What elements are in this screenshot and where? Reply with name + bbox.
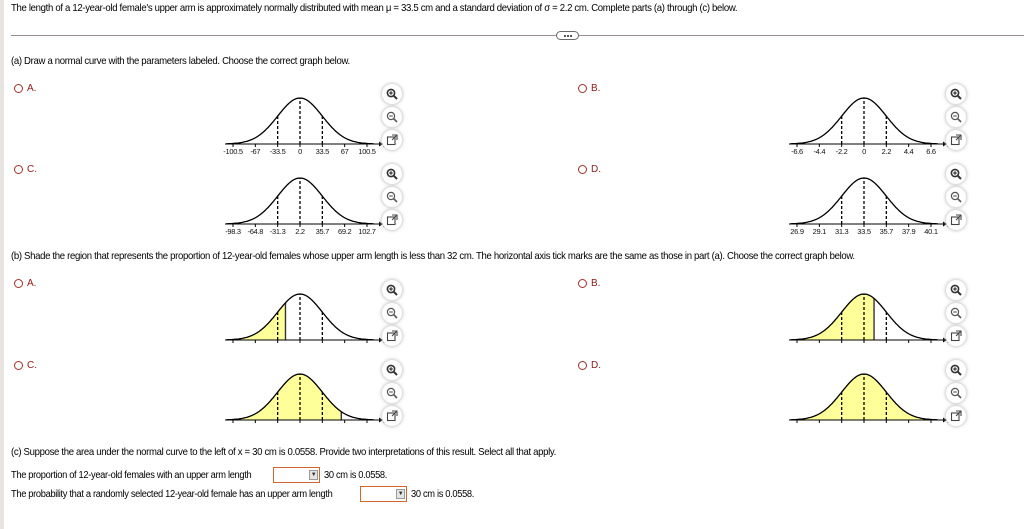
zoom-out-button[interactable] xyxy=(946,303,966,323)
part-b-option-a[interactable] xyxy=(14,278,36,289)
zoom-in-button[interactable] xyxy=(382,360,402,380)
popout-icon xyxy=(386,134,398,146)
tick-label: -100.5 xyxy=(223,147,243,156)
part-b-option-c[interactable] xyxy=(14,360,37,371)
radio-button[interactable] xyxy=(578,165,587,174)
zoom-out-button[interactable] xyxy=(946,383,966,403)
popout-icon xyxy=(386,410,398,422)
radio-button[interactable] xyxy=(578,84,587,93)
option-label: B. xyxy=(591,83,601,94)
tick-label: 31.3 xyxy=(834,227,849,236)
option-label: D. xyxy=(591,164,601,175)
tick-label: 69.2 xyxy=(337,227,352,236)
normal-curve-graph xyxy=(225,172,400,234)
normal-curve-graph xyxy=(225,368,400,430)
dropdown-arrow-icon: ▼ xyxy=(310,472,317,478)
tick-label: 29.1 xyxy=(812,227,827,236)
interpretation-2-suffix: 30 cm is 0.0558. xyxy=(411,488,475,500)
interpretation-1-prefix: The proportion of 12-year-old females with an upper arm length xyxy=(11,469,252,481)
zoom-in-button[interactable] xyxy=(946,164,966,184)
zoom-out-button[interactable] xyxy=(382,107,402,127)
popout-icon xyxy=(950,330,962,342)
interpretation-1-dropdown[interactable] xyxy=(273,467,320,483)
tick-label: 26.9 xyxy=(790,227,804,236)
zoom-in-icon xyxy=(950,88,962,100)
option-label: D. xyxy=(591,360,601,371)
tick-label: -64.8 xyxy=(247,227,264,236)
zoom-in-icon xyxy=(950,168,962,180)
part-b-option-d[interactable] xyxy=(578,360,601,371)
part-a-option-b[interactable] xyxy=(578,83,600,94)
zoom-out-icon xyxy=(950,387,962,399)
part-b-option-b[interactable] xyxy=(578,278,600,289)
zoom-in-icon xyxy=(950,284,962,296)
popout-button[interactable] xyxy=(946,406,966,426)
zoom-in-icon xyxy=(386,364,398,376)
popout-button[interactable] xyxy=(382,210,402,230)
tick-label: -2.2 xyxy=(835,147,848,156)
part-a-option-c[interactable] xyxy=(14,164,37,175)
normal-curve-graph xyxy=(225,92,400,154)
divider xyxy=(11,35,1024,36)
zoom-in-button[interactable] xyxy=(946,280,966,300)
option-label: B. xyxy=(591,278,601,289)
tick-label: -67 xyxy=(250,147,261,156)
radio-button[interactable] xyxy=(14,279,23,288)
zoom-out-icon xyxy=(386,307,398,319)
zoom-in-button[interactable] xyxy=(382,280,402,300)
popout-icon xyxy=(950,214,962,226)
popout-button[interactable] xyxy=(382,130,402,150)
tick-label: 102.7 xyxy=(358,227,376,236)
interpretation-1-suffix: 30 cm is 0.0558. xyxy=(324,469,388,481)
zoom-out-button[interactable] xyxy=(382,187,402,207)
normal-curve-graph xyxy=(225,288,400,350)
normal-curve-graph xyxy=(789,368,964,430)
popout-button[interactable] xyxy=(946,326,966,346)
option-label: A. xyxy=(27,278,37,289)
part-a-title: (a) Draw a normal curve with the parameters labeled. Choose the correct graph below. xyxy=(11,56,350,67)
normal-curve-graph xyxy=(789,288,964,350)
zoom-out-icon xyxy=(386,191,398,203)
radio-button[interactable] xyxy=(578,361,587,370)
zoom-in-icon xyxy=(386,284,398,296)
zoom-in-button[interactable] xyxy=(946,84,966,104)
zoom-in-icon xyxy=(386,88,398,100)
zoom-in-button[interactable] xyxy=(382,84,402,104)
more-button[interactable] xyxy=(556,31,579,40)
popout-button[interactable] xyxy=(382,406,402,426)
tick-label: 33.5 xyxy=(857,227,871,236)
zoom-out-icon xyxy=(386,387,398,399)
left-edge xyxy=(0,0,4,529)
tick-label: -31.3 xyxy=(269,227,286,236)
tick-label: 2.2 xyxy=(881,147,892,156)
tick-label: 100.5 xyxy=(358,147,376,156)
part-a-option-a[interactable] xyxy=(14,83,36,94)
zoom-in-icon xyxy=(386,168,398,180)
tick-label: 35.7 xyxy=(879,227,894,236)
tick-label: 2.2 xyxy=(295,227,305,236)
dropdown-arrow-icon: ▼ xyxy=(397,491,404,497)
popout-button[interactable] xyxy=(946,210,966,230)
zoom-out-icon xyxy=(386,111,398,123)
popout-icon xyxy=(950,134,962,146)
option-label: C. xyxy=(27,360,37,371)
tick-label: 33.5 xyxy=(315,147,330,156)
zoom-out-button[interactable] xyxy=(382,383,402,403)
zoom-out-icon xyxy=(950,191,962,203)
option-label: C. xyxy=(27,164,37,175)
popout-icon xyxy=(386,330,398,342)
tick-label: 6.6 xyxy=(926,147,936,156)
tick-label: 0 xyxy=(298,147,302,156)
radio-button[interactable] xyxy=(14,84,23,93)
part-a-option-d[interactable] xyxy=(578,164,601,175)
part-b-title: (b) Shade the region that represents the proportion of 12-year-old females whose upper arm length is less than 32 cm. The horizontal axis tick marks are the same as those in part (a). Choose the correct graph below. xyxy=(11,251,855,262)
zoom-out-button[interactable] xyxy=(946,107,966,127)
tick-label: -33.5 xyxy=(269,147,286,156)
zoom-in-icon xyxy=(950,364,962,376)
problem-prompt: The length of a 12-year-old female's upper arm is approximately normally distributed with mean μ = 33.5 cm and a standard deviation of σ = 2.2 cm. Complete parts (a) through (c) below. xyxy=(11,3,738,14)
radio-button[interactable] xyxy=(578,279,587,288)
option-label: A. xyxy=(27,83,37,94)
tick-label: 0 xyxy=(862,147,866,156)
zoom-in-button[interactable] xyxy=(382,164,402,184)
zoom-out-button[interactable] xyxy=(382,303,402,323)
zoom-in-button[interactable] xyxy=(946,360,966,380)
popout-button[interactable] xyxy=(946,130,966,150)
tick-label: -4.4 xyxy=(813,147,826,156)
zoom-out-icon xyxy=(950,111,962,123)
radio-button[interactable] xyxy=(14,165,23,174)
interpretation-1 xyxy=(11,467,392,483)
popout-icon xyxy=(950,410,962,422)
zoom-out-icon xyxy=(950,307,962,319)
tick-label: -6.6 xyxy=(791,147,803,156)
interpretation-2 xyxy=(11,486,479,502)
tick-label: 40.1 xyxy=(924,227,938,236)
interpretation-2-prefix: The probability that a randomly selected 12-year-old female has an upper arm length xyxy=(11,488,333,500)
interpretation-2-dropdown[interactable] xyxy=(360,486,407,502)
popout-button[interactable] xyxy=(382,326,402,346)
tick-label: 4.4 xyxy=(903,147,914,156)
zoom-out-button[interactable] xyxy=(946,187,966,207)
tick-label: 37.9 xyxy=(901,227,916,236)
tick-label: 67 xyxy=(340,147,349,156)
popout-icon xyxy=(386,214,398,226)
part-c-title: (c) Suppose the area under the normal curve to the left of x = 30 cm is 0.0558. Provide two interpretations of this result. Select all that apply. xyxy=(11,447,557,458)
normal-curve-graph xyxy=(789,172,964,234)
radio-button[interactable] xyxy=(14,361,23,370)
tick-label: 35.7 xyxy=(315,227,330,236)
normal-curve-graph xyxy=(789,92,964,154)
tick-label: -98.3 xyxy=(225,227,241,236)
